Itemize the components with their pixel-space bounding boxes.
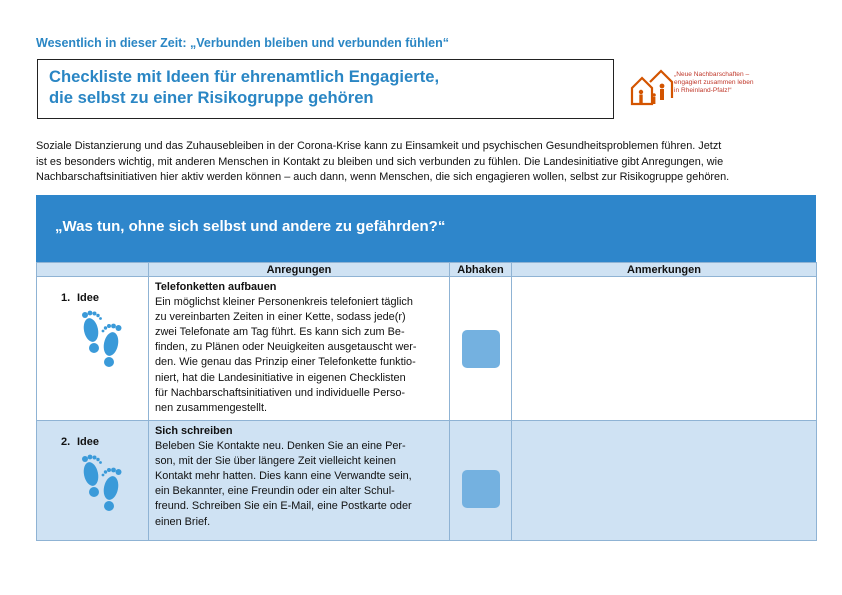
idea-number: 2.: [61, 436, 71, 448]
suggestion-line: Kontakt mehr hatten. Dies kann eine Verwandte sein,: [155, 470, 412, 483]
intro-paragraph: [36, 139, 816, 186]
header-abhaken: Abhaken: [450, 263, 512, 277]
suggestion-line: ein Bekannter, eine Freundin oder ein alter Schul-: [155, 485, 395, 498]
intro-line-1: Soziale Distanzierung und das Zuhausebleiben in der Corona-Krise kann zu Einsamkeit und psychischen Gesundheitsproblemen führen. Jetzt: [36, 140, 722, 152]
footprints-icon: [77, 308, 127, 370]
check-off-checkbox[interactable]: [462, 470, 500, 508]
header-anmerkungen: Anmerkungen: [512, 263, 817, 277]
check-off-checkbox[interactable]: [462, 330, 500, 368]
logo-line-1: „Neue Nachbarschaften –: [674, 71, 750, 78]
suggestion-cell: [149, 421, 450, 541]
title-line-1: Checkliste mit Ideen für ehrenamtlich Engagierte,: [49, 67, 440, 86]
suggestion-heading: Telefonketten aufbauen: [155, 281, 277, 293]
title-box: [37, 59, 614, 119]
logo-text: [674, 71, 754, 96]
idea-word: Idee: [77, 436, 100, 448]
suggestion-line: einen Brief.: [155, 515, 211, 528]
notes-cell[interactable]: [512, 277, 817, 421]
idea-cell: [37, 277, 149, 421]
houses-people-logo-icon: [630, 68, 674, 108]
header-anregungen: Anregungen: [149, 263, 450, 277]
idea-number: 1.: [61, 292, 71, 304]
page-title: [49, 66, 439, 108]
section-heading: Wesentlich in dieser Zeit: „Verbunden bleiben und verbunden fühlen“: [36, 36, 450, 50]
organization-logo: [630, 68, 780, 112]
table-row: [37, 277, 817, 421]
checklist-table: [36, 262, 817, 541]
suggestion-line: zwei Telefonate am Tag führt. Es kann sich zum Be-: [155, 326, 405, 339]
header-empty: [37, 263, 149, 277]
intro-line-3: Nachbarschaftsinitiativen hier aktiv werden können – auch dann, wenn Menschen, die sich engagieren wollen, selbst zur Risikogruppe gehören.: [36, 171, 730, 184]
suggestion-line: niert, hat die Landesinitiative in eigenen Checklisten: [155, 371, 406, 384]
suggestion-heading: Sich schreiben: [155, 425, 233, 437]
suggestion-line: freund. Schreiben Sie ein E-Mail, eine Postkarte oder: [155, 500, 412, 513]
logo-line-2: engagiert zusammen leben: [674, 79, 754, 87]
suggestion-line: den. Wie genau das Prinzip einer Telefonkette funktio-: [155, 356, 416, 369]
logo-line-3: in Rheinland-Pfalz!“: [674, 87, 732, 95]
suggestion-line: finden, zu Plänen oder Neuigkeiten ausgetauscht wer-: [155, 341, 417, 354]
footprints-icon: [77, 452, 127, 514]
intro-line-2: ist es besonders wichtig, mit anderen Menschen in Kontakt zu bleiben und sich verbunden zu fühlen. Die Landesinitiative gibt Anregungen, wie: [36, 155, 724, 168]
table-row: [37, 421, 817, 541]
banner-question: „Was tun, ohne sich selbst und andere zu gefährden?“: [55, 218, 446, 235]
suggestion-line: Ein möglichst kleiner Personenkreis telefoniert täglich: [155, 296, 413, 309]
checkbox-cell: [450, 421, 512, 541]
suggestion-line: für Nachbarschaftsinitiativen und individuelle Perso-: [155, 386, 406, 399]
question-banner: [36, 195, 816, 262]
suggestion-line: son, mit der Sie über längere Zeit vielleicht keinen: [155, 455, 396, 468]
suggestion-line: nen zusammengestellt.: [155, 401, 267, 414]
idea-label: [37, 277, 148, 304]
checkbox-cell: [450, 277, 512, 421]
idea-word: Idee: [77, 292, 100, 304]
suggestion-line: zu vereinbarten Zeiten in einer Kette, sodass jede(r): [155, 311, 406, 324]
idea-cell: [37, 421, 149, 541]
notes-cell[interactable]: [512, 421, 817, 541]
suggestion-cell: [149, 277, 450, 421]
idea-label: [37, 421, 148, 448]
suggestion-line: Beleben Sie Kontakte neu. Denken Sie an eine Per-: [155, 440, 406, 453]
table-header-row: [37, 263, 817, 277]
title-line-2: die selbst zu einer Risikogruppe gehören: [49, 88, 374, 107]
